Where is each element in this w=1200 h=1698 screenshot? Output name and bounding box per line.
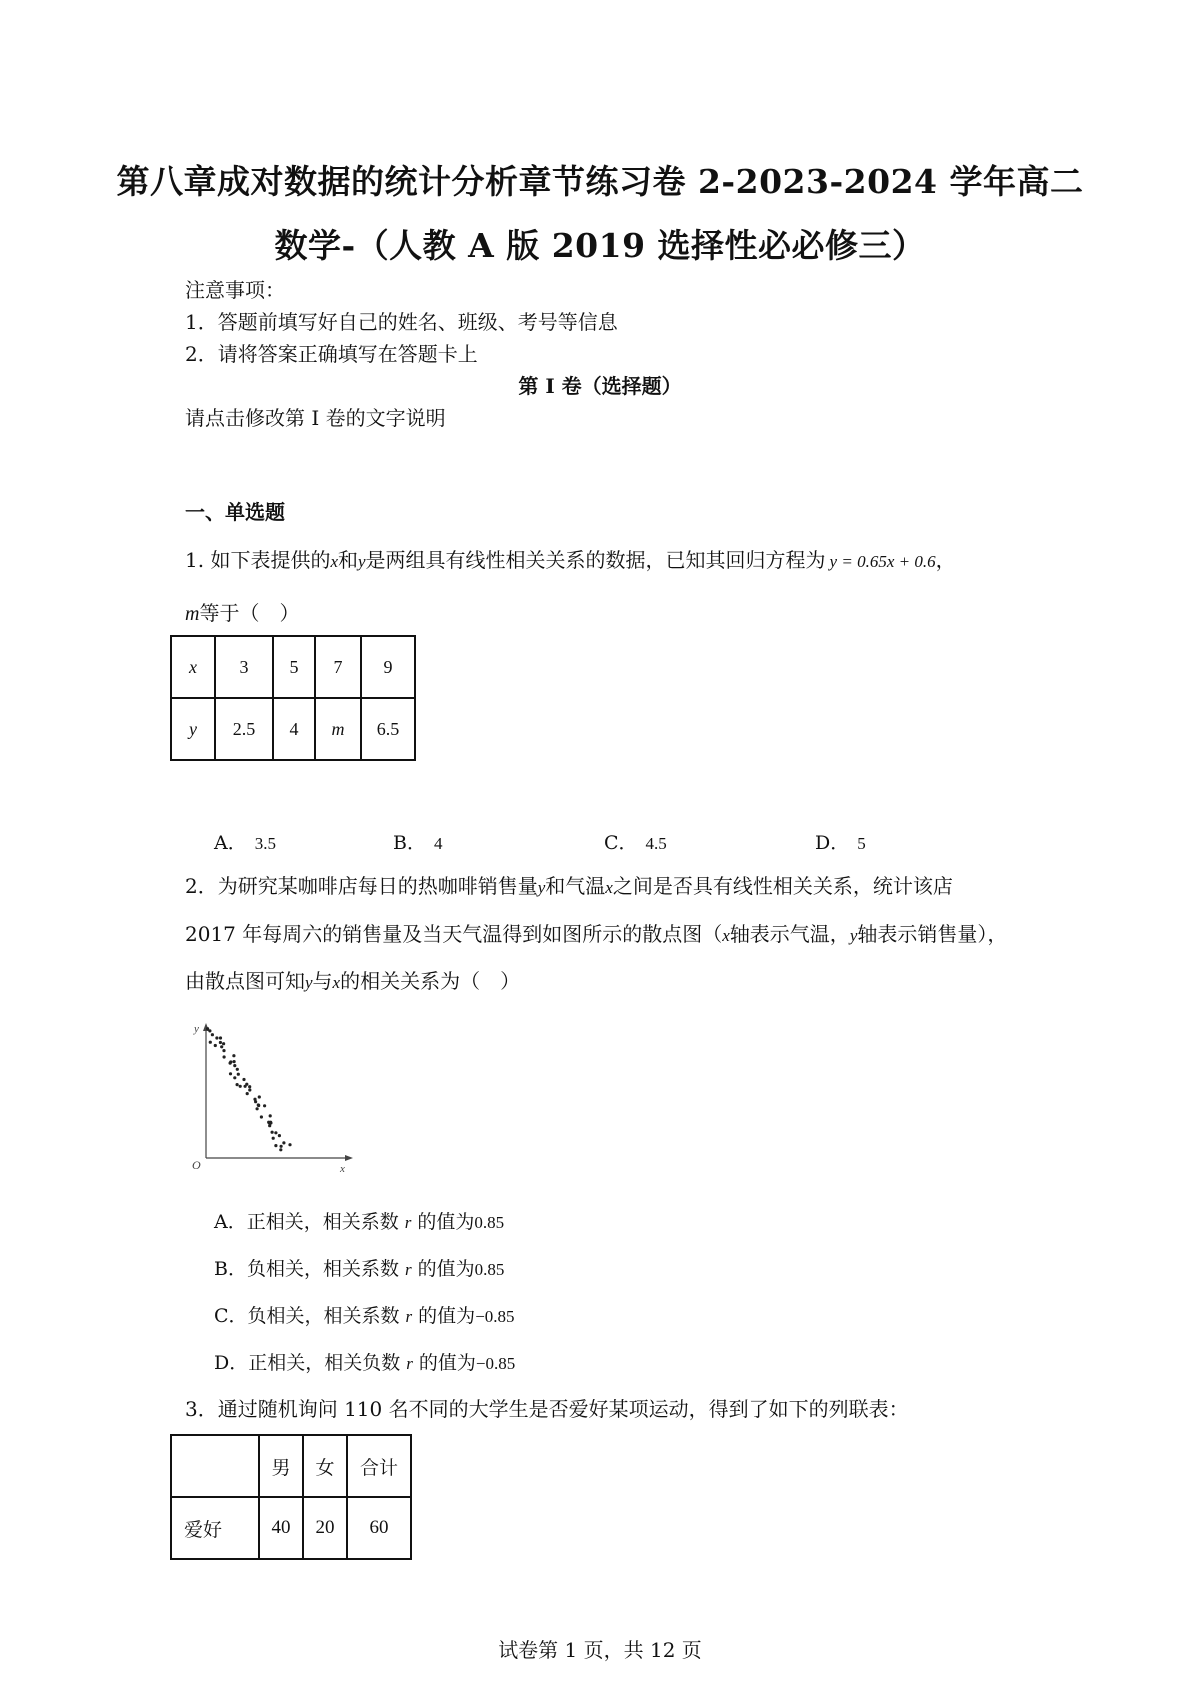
scatter-plot (186, 1020, 356, 1174)
q2-text: 由散点图可知 (185, 969, 305, 993)
scatter-point (222, 1049, 225, 1052)
q2-option-c-value: −0.85 (475, 1307, 515, 1326)
scatter-point (233, 1076, 236, 1079)
scatter-point (256, 1107, 259, 1110)
table-cell: y (171, 698, 215, 760)
table-cell: 60 (347, 1497, 411, 1559)
q2-text: 与 (312, 969, 333, 993)
scatter-point (248, 1088, 251, 1091)
q2-option-b-value: 0.85 (474, 1260, 505, 1279)
table-row (171, 1497, 411, 1559)
q2-option-b-suffix: 的值为 (417, 1258, 475, 1280)
scatter-point (244, 1085, 247, 1088)
scatter-point (269, 1114, 272, 1117)
scatter-point (211, 1033, 214, 1036)
scatter-point (274, 1144, 277, 1147)
q1-option-b-label: B． (393, 832, 426, 854)
table-cell: 4 (273, 698, 315, 760)
q2-option-a-label: A．正相关，相关系数 (214, 1211, 399, 1233)
q1-equation: y = 0.65x + 0.6 (829, 552, 936, 571)
q2-var-y: y (849, 926, 858, 945)
q2-text: 2017 年每周六的销售量及当天气温得到如图所示的散点图（ (185, 922, 723, 946)
scatter-point (288, 1143, 291, 1146)
scatter-point (239, 1085, 242, 1088)
scatter-point (233, 1060, 236, 1063)
scatter-point (229, 1072, 232, 1075)
q2-option-a[interactable] (214, 1207, 504, 1234)
q2-option-b-label: B．负相关，相关系数 (214, 1258, 399, 1280)
table-cell: 9 (361, 636, 415, 698)
q1-text-b: 和 (338, 548, 358, 572)
scatter-point (260, 1115, 263, 1118)
question-2-line3 (185, 969, 520, 995)
q1-var-m: m (185, 603, 200, 625)
q2-var-y: y (305, 973, 313, 992)
q2-text: 和气温 (545, 874, 606, 898)
table-cell: 7 (315, 636, 361, 698)
x-axis-label: x (340, 1163, 345, 1174)
table-cell (171, 1435, 259, 1497)
q1-text-a: 1. 如下表提供的 (185, 548, 331, 572)
q1-option-b[interactable] (393, 828, 442, 855)
scatter-points (206, 1027, 292, 1151)
notice-item-2: 2．请将答案正确填写在答题卡上 (185, 342, 478, 366)
table-row (171, 1435, 411, 1497)
q2-var-r: r (406, 1354, 413, 1373)
q2-option-d[interactable] (214, 1348, 515, 1375)
scatter-point (222, 1042, 225, 1045)
table-cell: 爱好 (171, 1497, 259, 1559)
scatter-point (274, 1131, 277, 1134)
q2-option-d-label: D．正相关，相关负数 (214, 1352, 401, 1374)
origin-label: O (192, 1158, 201, 1172)
scatter-point (257, 1103, 260, 1106)
table-cell: 40 (259, 1497, 303, 1559)
x-axis-arrow (345, 1155, 353, 1161)
scatter-point (271, 1131, 274, 1134)
table-cell: 女 (303, 1435, 347, 1497)
notice-heading: 注意事项： (185, 278, 285, 302)
scatter-point (237, 1073, 240, 1076)
scatter-point (206, 1027, 209, 1030)
scatter-point (246, 1092, 249, 1095)
q2-text: 的相关关系为（ ） (340, 969, 521, 993)
scatter-point (209, 1041, 212, 1044)
scatter-point (272, 1137, 275, 1140)
y-axis-label: y (194, 1023, 199, 1035)
table-cell: m (315, 698, 361, 760)
scatter-point (236, 1068, 239, 1071)
q2-var-x: x (605, 878, 613, 897)
q2-var-x: x (332, 973, 341, 992)
scatter-point (233, 1064, 236, 1067)
scatter-point (278, 1134, 281, 1137)
q2-var-x: x (722, 926, 730, 945)
notice-item-1: 1．答题前填写好自己的姓名、班级、考号等信息 (185, 310, 618, 334)
q2-option-a-suffix: 的值为 (417, 1211, 475, 1233)
question-1-text-line2 (185, 601, 299, 626)
q2-option-c[interactable] (214, 1301, 515, 1328)
q2-option-c-label: C．负相关，相关系数 (214, 1305, 400, 1327)
scatter-point (223, 1055, 226, 1058)
table-cell: 2.5 (215, 698, 273, 760)
scatter-point (229, 1062, 232, 1065)
volume-description: 请点击修改第 I 卷的文字说明 (185, 406, 446, 430)
table-cell: 20 (303, 1497, 347, 1559)
q2-option-d-value: −0.85 (475, 1354, 516, 1373)
scatter-point (268, 1121, 271, 1124)
table-cell: 5 (273, 636, 315, 698)
question-1-text (185, 548, 956, 574)
q2-option-d-suffix: 的值为 (418, 1352, 476, 1374)
q2-option-b[interactable] (214, 1254, 504, 1281)
q2-text: 之间是否具有线性相关关系，统计该店 (612, 874, 953, 898)
table-cell: 3 (215, 636, 273, 698)
page-footer: 试卷第 1 页，共 12 页 (498, 1638, 702, 1662)
q1-var-x: x (330, 552, 338, 571)
question-2-line1 (185, 874, 953, 900)
q2-text: 轴表示销售量）， (857, 922, 1008, 946)
q1-option-a[interactable] (214, 828, 276, 855)
scatter-point (268, 1124, 271, 1127)
scatter-point (232, 1054, 235, 1057)
q1-option-d-value: 5 (857, 834, 866, 853)
table-row (171, 698, 415, 760)
q1-data-table (170, 635, 416, 761)
table-cell: 6.5 (361, 698, 415, 760)
q2-text: 2．为研究某咖啡店每日的热咖啡销售量 (185, 874, 538, 898)
table-cell: x (171, 636, 215, 698)
q1-option-d-label: D． (815, 832, 850, 854)
scatter-point (282, 1141, 285, 1144)
volume-title: 第 I 卷（选择题） (518, 374, 682, 398)
scatter-point (236, 1083, 239, 1086)
scatter-point (280, 1145, 283, 1148)
q2-var-r: r (404, 1213, 412, 1232)
q3-contingency-table (170, 1434, 412, 1560)
scatter-point (219, 1036, 222, 1039)
table-cell: 男 (259, 1435, 303, 1497)
q2-option-a-value: 0.85 (474, 1213, 505, 1232)
q1-option-b-value: 4 (433, 834, 443, 853)
q1-option-d[interactable] (815, 828, 866, 855)
scatter-point (248, 1085, 251, 1088)
table-cell: 合计 (347, 1435, 411, 1497)
q1-text-e: 等于（ ） (199, 601, 300, 625)
q1-option-c-value: 4.5 (645, 834, 667, 853)
q1-text-d: ， (935, 548, 956, 572)
scatter-point (242, 1078, 245, 1081)
q2-text: 轴表示气温， (729, 922, 850, 946)
section-title: 一、单选题 (185, 500, 285, 524)
question-2-line2 (185, 922, 1007, 948)
q2-var-r: r (404, 1260, 412, 1279)
scatter-point (220, 1045, 223, 1048)
scatter-point (263, 1104, 266, 1107)
scatter-point (214, 1044, 217, 1047)
page-title-line1: 第八章成对数据的统计分析章节练习卷 2-2023-2024 学年高二 (116, 162, 1084, 201)
q2-var-r: r (405, 1307, 413, 1326)
scatter-point (254, 1100, 257, 1103)
q1-option-c[interactable] (604, 828, 667, 855)
q1-option-a-value: 3.5 (254, 834, 276, 853)
q2-option-c-suffix: 的值为 (418, 1305, 476, 1327)
table-row (171, 636, 415, 698)
scatter-point (279, 1148, 282, 1151)
question-3-text: 3．通过随机询问 110 名不同的大学生是否爱好某项运动，得到了如下的列联表： (185, 1397, 909, 1421)
q1-option-c-label: C． (604, 832, 638, 854)
q1-var-y: y (358, 552, 366, 571)
q1-option-a-label: A． (214, 832, 247, 854)
page-title-line2: 数学-（人教 A 版 2019 选择性必必修三） (274, 226, 926, 265)
scatter-point (215, 1036, 218, 1039)
q2-var-y: y (537, 878, 546, 897)
scatter-point (219, 1041, 222, 1044)
q1-text-c: 是两组具有线性相关关系的数据，已知其回归方程为 (365, 548, 826, 572)
scatter-point (258, 1095, 261, 1098)
